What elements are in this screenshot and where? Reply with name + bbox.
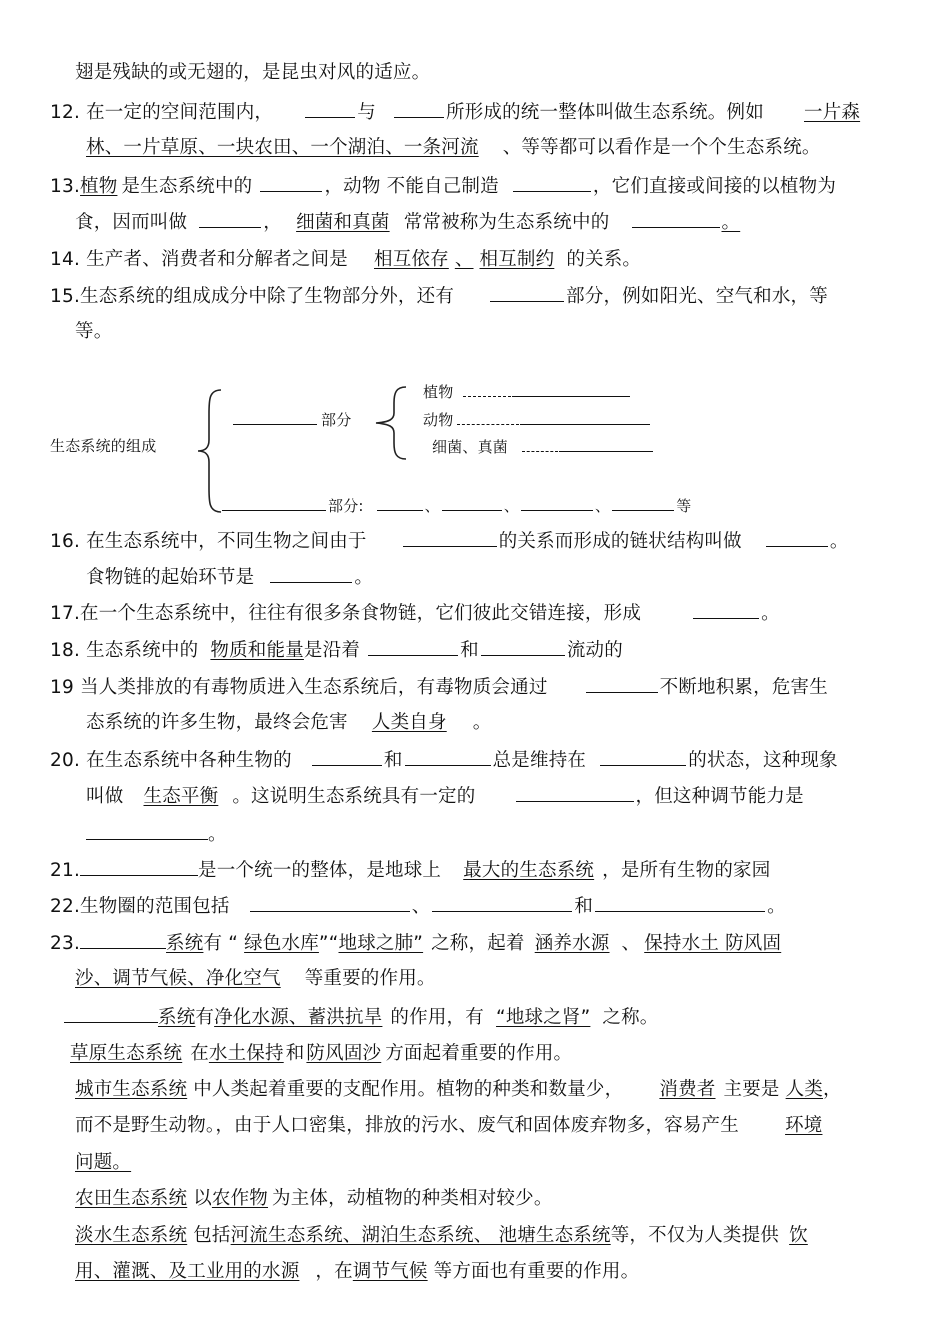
answer-text: 沙、调节气候、净化空气 [75,968,281,989]
text: 以 [193,1188,212,1209]
answer-text: 系统 [158,1007,196,1028]
answer-text: 城市生态系统 [75,1079,188,1100]
text: 植物 [423,383,454,401]
text: 等方面也有重要的作用。 [433,1261,640,1282]
question-22 [50,894,786,919]
text: 为主体，动植物的种类相对较少。 [272,1188,553,1209]
text: 有 [195,1007,215,1028]
text: 12. 在一定的空间范围内， [50,102,274,123]
text: 15.生态系统的组成成分中除了生物部分外，还有 [50,286,455,307]
answer-text: 绿色水库 [244,933,319,954]
urban-line-1 [75,1078,842,1102]
text: 与 [357,102,376,123]
blank[interactable] [595,894,765,912]
text: 包括 [193,1225,231,1246]
text: 23. [50,933,81,954]
text: ，在 [315,1261,353,1282]
text: ，是所有生物的家园 [602,860,771,881]
answer-text: 植物 [80,176,118,197]
text: 、 [424,497,440,515]
abiotic-part-row [222,494,691,518]
answer-text: 人类自身 [371,712,447,733]
answer-text: 调节气候 [352,1261,428,1282]
blank[interactable] [80,858,198,876]
question-20-line-3 [86,822,227,847]
text: 之称，起着 [431,933,525,954]
blank[interactable] [368,638,458,656]
text: 常常被称为生态系统中的 [403,212,610,233]
text: 食，因而叫做 [75,212,188,233]
text: 部分，例如阳光、空气和水，等 [566,286,828,307]
blank[interactable] [632,210,720,228]
blank[interactable] [312,748,382,766]
blank[interactable] [490,284,564,302]
text: 等。 [75,321,113,342]
diagram-root-label: 生态系统的组成 [50,437,157,455]
text: ，但这种调节能力是 [635,786,804,807]
text: 和 [383,750,403,771]
question-20-line-1 [50,748,838,773]
blank[interactable] [516,784,634,802]
inner-brace [372,385,412,461]
answer-text: 草原生态系统 [70,1043,183,1064]
urban-line-3 [75,1151,149,1175]
answer-text: 涵养水源 [534,933,610,954]
text: 的作用，有 [390,1007,484,1028]
fungi-row [432,435,653,459]
text: 等 [676,497,692,515]
blank[interactable] [260,174,322,192]
freshwater-line-1 [75,1224,808,1248]
answer-text: 相互制约 [479,249,555,270]
blank[interactable] [250,894,410,912]
question-15-line-2 [75,320,112,344]
text: 18. 生态系统中的 [50,640,199,661]
answer-text: 物质和能量 [210,640,304,661]
text: ”“ [318,933,339,954]
text: 是一个统一的整体，是地球上 [198,860,442,881]
text: 、 [454,249,474,270]
text: 之称。 [602,1007,659,1028]
animal-row [423,408,650,432]
text: 、 [621,933,641,954]
text: 等重要的作用。 [304,968,436,989]
text: 、 [411,896,431,917]
blank[interactable] [513,174,591,192]
text: 翅是残缺的或无翅的，是昆虫对风的适应。 [75,62,431,83]
question-13-line-2 [75,210,754,235]
question-13-line-1 [50,174,836,199]
text: 、等等都可以看作是一个个生态系统。 [502,137,821,158]
text: 而不是野生动物。，由于人口密集，排放的污水、废气和固体废弃物多，容易产生 [75,1115,739,1136]
question-23-line-2 [75,967,436,991]
text: 。 [829,531,849,552]
text: 有 “ [203,933,239,954]
blank[interactable] [559,438,653,452]
answer-text: 河流生态系统、湖泊生态系统、 池塘生态系统 [230,1225,611,1246]
answer-text: 细菌和真菌 [296,212,390,233]
text: 。 [208,824,227,845]
answer-text: 林、一片草原、一块农田、一个湖泊、一条河流 [86,137,479,158]
text: 。 [354,567,374,588]
text: 。 [767,896,786,917]
answer-text: 系统 [166,933,204,954]
blank[interactable] [199,210,261,228]
question-18 [50,638,623,663]
text: 21. [50,860,81,881]
blank[interactable] [405,748,491,766]
plant-row [423,380,630,404]
answer-text: 防风固沙 [306,1043,382,1064]
blank[interactable] [442,497,502,511]
text: 和 [574,896,594,917]
farmland-line [75,1187,553,1211]
text: 19 当人类排放的有毒物质进入生态系统后，有毒物质会通过 [50,677,548,698]
text: ，它们直接或间接的以植物为 [592,176,837,197]
blank[interactable] [521,497,593,511]
blank[interactable] [403,529,497,547]
blank[interactable] [600,748,686,766]
text: 部分 [321,411,352,429]
blank[interactable] [586,675,658,693]
answer-text: 生态平衡 [143,786,219,807]
question-23-line-1 [50,931,781,956]
text: 22.生物圈的范围包括 [50,896,230,917]
text: 在 [190,1043,209,1064]
answer-text: 相互依存 [374,249,449,270]
blank[interactable] [86,822,208,840]
question-20-line-2 [86,784,804,809]
text: 的关系。 [566,249,642,270]
text: 和 [285,1043,305,1064]
text: 不断地积累，危害生 [659,677,828,698]
text: 部分: [328,497,364,515]
biotic-part-row [233,408,351,432]
blank[interactable] [377,497,423,511]
answer-text: 一片森 [804,102,861,123]
text: 方面起着重要的作用。 [385,1043,573,1064]
answer-text: 农田生态系统 [75,1188,188,1209]
wetland-line [64,1005,659,1030]
answer-text: 问题。 [75,1152,132,1173]
text: 。这说明生态系统具有一定的 [232,786,476,807]
text: 主要是 [723,1079,780,1100]
outer-brace [195,388,225,514]
text: ， [823,1079,842,1100]
text: 、 [503,497,520,515]
question-19-line-2 [86,711,491,735]
grassland-line [70,1042,572,1066]
blank[interactable] [520,411,650,425]
text: 总是维持在 [492,750,587,771]
text: 13. [50,176,81,197]
question-15-line-1 [50,284,828,309]
answer-text: “地球之肾” [496,1007,591,1028]
text: 流动的 [566,640,623,661]
blank[interactable] [432,894,572,912]
answer-text: 环境 [785,1115,823,1136]
blank[interactable] [612,497,674,511]
text: 叫做 [86,786,124,807]
freshwater-line-2 [75,1260,639,1284]
question-12-line-1 [50,100,860,125]
text: 等，不仅为人类提供 [610,1225,780,1246]
text: ，动物 不能自己制造 [324,176,499,197]
text: 17.在一个生态系统中，往往有很多条食物链，它们彼此交错连接，形成 [50,603,642,624]
answer-text: 饮 [789,1225,808,1246]
answer-text: 最大的生态系统 [463,860,595,881]
blank[interactable] [481,638,565,656]
text: 所形成的统一整体叫做生态系统。例如 [446,102,764,123]
answer-text: 淡水生态系统 [75,1225,188,1246]
blank[interactable] [512,383,630,397]
question-19-line-1 [50,675,828,700]
text: 16. 在生态系统中，不同生物之间由于 [50,531,367,552]
text: 是沿着 [303,640,361,661]
text: 细菌、真菌 [432,438,509,456]
text: 20. 在生态系统中各种生物的 [50,750,292,771]
question-14 [50,248,641,272]
answer-text: 地球之肺” [338,933,424,954]
answer-text: 农作物 [211,1188,269,1209]
text: 中人类起着重要的支配作用。植物的种类和数量少， [193,1079,624,1100]
answer-text: 净化水源、蓄洪抗旱 [214,1007,383,1028]
question-16-line-1 [50,529,849,554]
blank[interactable] [305,100,355,118]
question-16-line-2 [86,565,373,590]
text: 的关系而形成的链状结构叫做 [498,531,742,552]
text: 的状态，这种现象 [688,750,838,771]
text: ， [263,212,282,233]
question-21 [50,858,770,883]
answer-text: 水土保持 [208,1043,284,1064]
blank[interactable] [80,931,166,949]
blank[interactable] [222,497,326,511]
answer-text: 用、灌溉、及工业用的水源 [75,1261,300,1282]
text: 食物链的起始环节是 [86,567,255,588]
question-12-line-2 [86,136,821,160]
text: 。 [472,712,492,733]
blank[interactable] [64,1005,158,1023]
blank[interactable] [693,601,759,619]
answer-text: 保持水土 防风固 [644,933,782,954]
text: 。 [721,212,741,233]
question-17 [50,601,780,626]
blank[interactable] [766,529,828,547]
text: 、 [595,497,611,515]
blank[interactable] [270,565,352,583]
text: 动物 [423,411,454,429]
answer-text: 人类 [785,1079,824,1100]
text: 。 [761,603,780,624]
blank[interactable] [394,100,444,118]
answer-text: 消费者 [659,1079,716,1100]
text: 和 [460,640,479,661]
text: 态系统的许多生物，最终会危害 [86,712,348,733]
text: 14. 生产者、消费者和分解者之间是 [50,249,348,270]
text: 是生态系统中的 [121,176,253,197]
line-11-tail [75,61,430,85]
urban-line-2 [75,1114,822,1138]
blank[interactable] [233,411,317,425]
